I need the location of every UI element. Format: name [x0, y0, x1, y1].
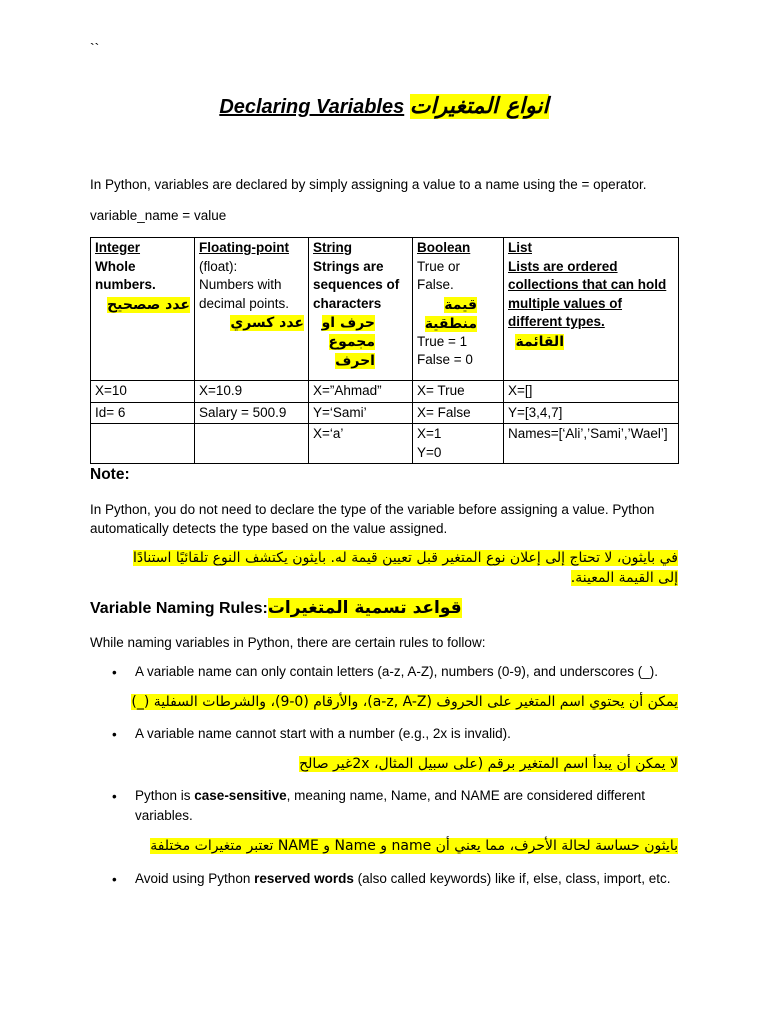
table-cell: Y=[3,4,7]: [504, 402, 679, 424]
header-arabic: حرف او مجموع احرف: [321, 315, 375, 369]
page-title: [0, 94, 768, 119]
table-cell: X= True: [413, 381, 504, 403]
header-label: List: [508, 240, 533, 255]
table-cell: X= False: [413, 402, 504, 424]
header-desc: True or: [417, 258, 461, 274]
header-desc: Whole: [95, 258, 136, 274]
float-header-cell: [195, 238, 309, 381]
header-arabic: القائمة: [515, 333, 564, 350]
header-desc: characters: [313, 295, 382, 311]
table-cell: [195, 424, 309, 464]
header-desc: Numbers with: [199, 277, 282, 292]
header-label: Boolean: [417, 240, 471, 255]
header-desc: (float):: [199, 258, 238, 274]
note-paragraph: In Python, you do not need to declare the type of the variable before assigning a value. Python automatically detects the type based on the value assigned.: [90, 502, 655, 536]
header-desc: numbers.: [95, 277, 156, 292]
bullet-icon: •: [112, 789, 117, 804]
header-label: Floating-point: [199, 240, 289, 255]
title-arabic: انواع المتغيرات: [409, 94, 549, 119]
rule-arabic-case-sensitive: بايثون حساسة لحالة الأحرف، مما يعني أن name و Name و NAME تعتبر متغيرات مختلفة: [150, 838, 678, 854]
header-desc: sequences of: [313, 277, 400, 292]
rule-item-case-sensitive: Python is case-sensitive, meaning name, Name, and NAME are considered different variables.: [135, 788, 646, 823]
rule-item-letters: A variable name can only contain letters (a-z, A-Z), numbers (0-9), and underscores (_).: [135, 664, 658, 679]
rules-heading: [90, 598, 462, 618]
header-desc: Strings are: [313, 258, 384, 274]
header-desc: multiple values of: [508, 295, 623, 311]
header-label: Integer: [95, 240, 141, 255]
table-cell: [91, 424, 195, 464]
header-label: String: [313, 240, 352, 255]
table-cell: X=[]: [504, 381, 679, 403]
boolean-header-cell: [413, 238, 504, 381]
table-cell: Names=[‘Ali’,’Sami’,’Wael’]: [504, 424, 679, 464]
intro-paragraph: In Python, variables are declared by simply assigning a value to a name using the = operator.: [90, 177, 647, 192]
table-row: [91, 424, 679, 464]
string-header-cell: [309, 238, 413, 381]
header-desc: False.: [417, 277, 454, 292]
rule-arabic-number-start: لا يمكن أن يبدأ اسم المتغير برقم (على سبيل المثال، 2xغير صالح: [299, 756, 678, 772]
header-extra: True = 1: [417, 333, 468, 349]
table-cell: X=”Ahmad”: [309, 381, 413, 403]
title-english: Declaring Variables: [219, 96, 405, 118]
table-row: [91, 402, 679, 424]
table-cell: X=10: [91, 381, 195, 403]
integer-header-cell: [91, 238, 195, 381]
rules-heading-arabic: قواعد تسمية المتغيرات: [267, 598, 462, 618]
rules-heading-english: Variable Naming Rules:: [90, 600, 268, 617]
rule-item-reserved-words: Avoid using Python reserved words (also called keywords) like if, else, class, import, etc.: [135, 871, 671, 886]
rules-intro: While naming variables in Python, there are certain rules to follow:: [90, 635, 486, 650]
header-arabic: عدد صصحيح: [107, 296, 190, 313]
header-desc: collections that can hold: [508, 277, 667, 292]
header-desc: Lists are ordered: [508, 258, 618, 274]
bullet-icon: •: [112, 727, 117, 742]
table-header-row: [91, 238, 679, 381]
note-arabic: في بايثون، لا تحتاج إلى إعلان نوع المتغير قبل تعيين قيمة له. بايثون يكتشف النوع تلقائيًا استنادًا إلى القيمة المعينة.: [132, 550, 678, 586]
note-heading: Note:: [90, 466, 130, 483]
rule-arabic-letters: يمكن أن يحتوي اسم المتغير على الحروف (a-z, A-Z)، والأرقام (0-9)، والشرطات السفلية (_): [131, 694, 678, 710]
bullet-icon: •: [112, 872, 117, 887]
table-cell: X=‘a’: [309, 424, 413, 464]
syntax-line: variable_name = value: [90, 208, 227, 223]
table-cell: X=10.9: [195, 381, 309, 403]
header-arabic: عدد كسري: [230, 315, 304, 331]
rule-item-number-start: A variable name cannot start with a number (e.g., 2x is invalid).: [135, 726, 511, 741]
table-cell: Y=‘Sami’: [309, 402, 413, 424]
list-header-cell: [504, 238, 679, 381]
backtick-marks: ``: [90, 40, 100, 56]
header-arabic: قيمة منطقية: [424, 296, 477, 332]
bullet-icon: •: [112, 665, 117, 680]
header-extra: False = 0: [417, 352, 473, 367]
header-desc: decimal points.: [199, 295, 290, 311]
table-row: [91, 381, 679, 403]
table-cell: Salary = 500.9: [195, 402, 309, 424]
table-cell: Id= 6: [91, 402, 195, 424]
header-desc: different types.: [508, 314, 605, 329]
table-cell: X=1 Y=0: [413, 424, 504, 464]
data-types-table: [90, 237, 679, 464]
